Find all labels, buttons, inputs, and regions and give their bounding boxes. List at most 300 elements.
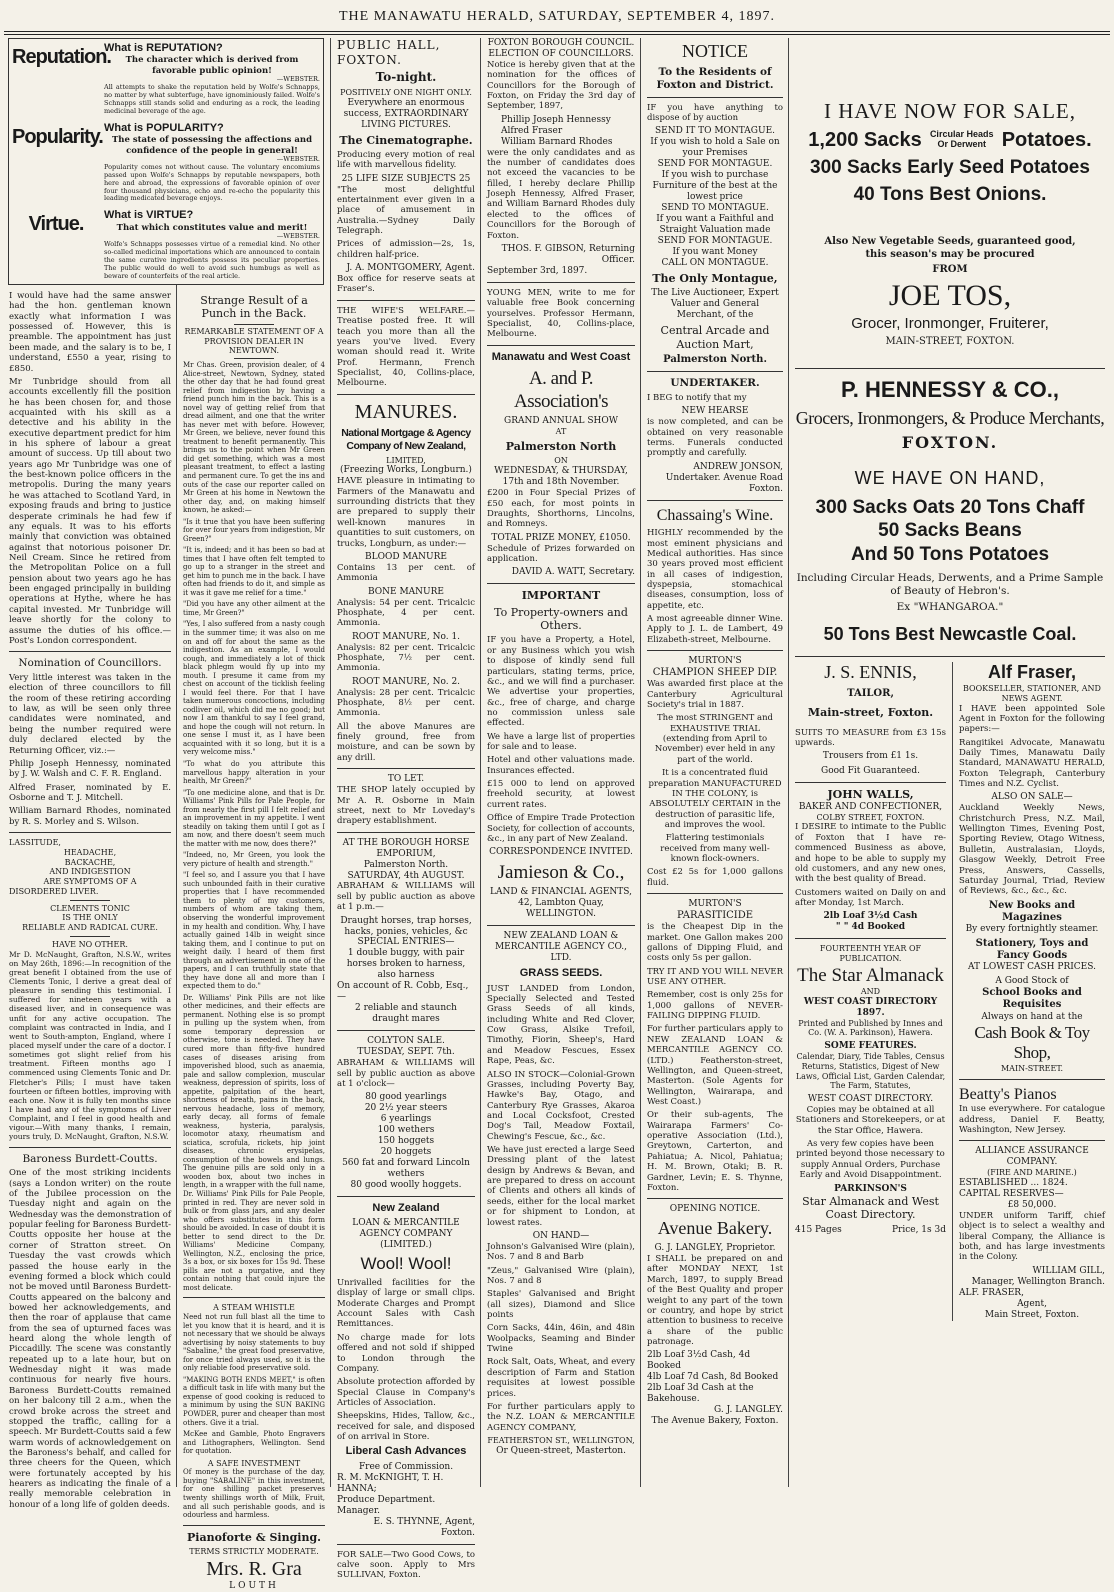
column-divider bbox=[788, 38, 789, 1487]
virtue-question: What is VIRTUE? bbox=[104, 209, 194, 222]
article-paragraph: I would have had the same answer had the hon. gentleman known exactly what information I was possessed of. However, this is preamble. The appointment has just been made, and the salary is to be, I understand, £550 a year, rising to £850. bbox=[9, 291, 171, 374]
at-line: AT bbox=[555, 427, 567, 437]
montague-text: If you want Money bbox=[672, 246, 758, 257]
undertaker-heading: UNDERTAKER. bbox=[670, 377, 760, 390]
parasiticide-text: TRY IT AND YOU WILL NEVER USE ANY OTHER. bbox=[647, 966, 783, 988]
price-line: Price, 1s 3d bbox=[891, 1225, 946, 1236]
column-5 bbox=[642, 38, 788, 1487]
article-paragraph: "Yes, I also suffered from a nasty cough in the summer time; it was also on me on and off for about the same as the indigestion. As an example, I would cough, and immediately a lot of thick black phlegm would fly up into my mouth. I presume it came from my chest on account of the ticklish feeling I would feel there. For that I have taken numerous concoctions, including codliver oil, which did me no good; but now I am thankful to say I feel grand, and hope the cough will not return. In one sense I must it, as I have been acquainted with it so long, but it is a very welcome miss." bbox=[183, 620, 325, 757]
virtue-source: —WEBSTER. bbox=[276, 232, 320, 241]
sacks-qty: 1,200 Sacks bbox=[808, 128, 922, 151]
oats-chaff-line: 300 Sacks Oats 20 Tons Chaff bbox=[815, 497, 1085, 519]
reputation-question: What is REPUTATION? bbox=[104, 42, 223, 54]
nz-loan-heading: NEW ZEALAND LOAN & MERCANTILE AGENCY CO., LTD. bbox=[494, 931, 628, 964]
grass-text: ALSO IN STOCK—Colonial-Grown Grasses, including Poverty Bay, Hawke's Bay, Otago, and Canterbury Rye Grasses, Akaroa and Local Cocksfoot, Crested Dog's Tail, Meadow Foxtail, Chewing's Fescue, &c., &c. bbox=[487, 1069, 635, 1142]
ap-association-heading: A. and P. Association's bbox=[513, 367, 609, 413]
including-line: Including Circular Heads, Derwents, and a Prime Sample of Beauty of Hebron's. bbox=[796, 571, 1104, 597]
featherston-line: FEATHERSTON ST., WELLINGTON, bbox=[487, 1435, 635, 1445]
special-entries: SPECIAL ENTRIES— bbox=[357, 937, 455, 948]
stock-item: 150 hoggets bbox=[377, 1136, 435, 1147]
further-text: For further particulars apply to the N.Z. LOAN & MERCANTILE AGENCY COMPANY, bbox=[487, 1401, 635, 1433]
wool-text: Unrivalled facilities for the display of large or small clips. Moderate Charges and Prompt Account Sales with Cash Remittances. bbox=[337, 1278, 475, 1330]
dip-text: The most STRINGENT and EXHAUSTIVE TRIAL (extending from April to November) ever held in any part of the world. bbox=[654, 713, 776, 765]
divider bbox=[337, 1544, 475, 1545]
hand-item: Staples' Galvanised and Bright (all sizes), Diamond and Slice points bbox=[487, 1289, 635, 1321]
sheep-dip-heading: CHAMPION SHEEP DIP. bbox=[652, 667, 778, 679]
potatoes-word: Potatoes. bbox=[1001, 128, 1092, 151]
hand-item: Corn Sacks, 44in, 46in, and 48in Woolpacks, Seaming and Binder Twine bbox=[487, 1323, 635, 1355]
nomination-item: William Barnard Rhodes, nominated by R. S. Morley and S. Wilson. bbox=[9, 806, 171, 827]
investment-text: Of money is the purchase of the day, buying "SABALINE" in this investment, for one shilling packet preserves twenty shillings worth of Milk, Fruit, and all such perishable goods, and is odourless and harmless. bbox=[183, 1468, 325, 1520]
from-line: FROM bbox=[932, 263, 968, 275]
loaf-price: 2lb Loaf 3½d Cash, 4d Booked bbox=[647, 1350, 751, 1372]
root-manure-1-text: Analysis: 82 per cent. Tricalcic Phosphate, 7½ per cent. Ammonia. bbox=[337, 642, 475, 674]
live-auctioneer: The Live Auctioneer, Expert Valuer and General Merchant, of the bbox=[651, 288, 779, 321]
hennessy-trades: Grocers, Ironmongers, & Produce Merchants, bbox=[795, 407, 1105, 428]
shop-text: THE SHOP lately occupied by Mr A. R. Osborne in Main street, next to Mr Loveday's drapery establishment. bbox=[337, 785, 475, 827]
dip-text: Flattering testimonials received from many well-known flock-owners. bbox=[660, 833, 770, 865]
montague-line: CALL ON MONTAGUE. bbox=[661, 257, 769, 268]
piano-title: Pianoforte & Singing. bbox=[187, 1530, 321, 1544]
hennessy-heading: P. HENNESSY & CO., bbox=[840, 376, 1060, 402]
box-office-line: Box office for reserve seats at Fraser's. bbox=[337, 274, 475, 295]
opening-notice: OPENING NOTICE. bbox=[669, 1204, 761, 1215]
nomination-text: Very little interest was taken in the election of three councillors to fill the room of these retiring according to law, as will be seen only three candidates were nominated, and being the number required were duly declared elected by the Returning Officer, viz.:— bbox=[9, 673, 171, 756]
popularity-source: —WEBSTER. bbox=[276, 154, 320, 163]
stock-item: 20 2½ year steers bbox=[364, 1103, 448, 1114]
potatoes-line: And 50 Tons Potatoes bbox=[850, 543, 1050, 565]
divider bbox=[183, 1297, 325, 1298]
tonic-line: HAVE NO OTHER. bbox=[52, 939, 128, 949]
punch-subtitle: REMARKABLE STATEMENT OF A PROVISION DEALER IN NEWTOWN. bbox=[184, 326, 324, 356]
grass-text: We have just erected a large Seed Dressing plant of the latest design by Andrews & Bevan, and are prepared to dress on account of Clients and others all kinds of seeds, either for the local market or for shipment to London, at lowest rates. bbox=[487, 1145, 635, 1228]
buggy-line: 1 double buggy, with pair horses broken to harness, also harness bbox=[346, 948, 466, 981]
suits-text: SUITS TO MEASURE from £3 15s upwards. bbox=[795, 727, 946, 748]
parasiticide-text: Or their sub-agents, The Wairarapa Farmers' Co-operative Association (Ltd.), Greytown, Carterton, and Pahiatua; A. Nicol, Pahiatua; H. M. Brown, Otaki; B. R. Gardner, Levin; E. S. Thynne, Foxton. bbox=[647, 1110, 783, 1193]
parasiticide-text: is the Cheapest Dip in the market. One Gallon makes 200 gallons of Dipping Fluid, and costs only 5s per gallon. bbox=[647, 922, 783, 964]
column-divider bbox=[640, 38, 641, 1487]
divider bbox=[795, 656, 1105, 657]
tonic-line: AND INDIGESTION bbox=[49, 867, 131, 877]
popularity-answer: The state of possessing the affections and confidence of the people in general! bbox=[111, 135, 313, 156]
stock-item: 80 good woolly hoggets. bbox=[350, 1180, 462, 1190]
cash-book-shop: Cash Book & Toy Shop, bbox=[974, 1022, 1090, 1063]
walls-text: I DESIRE to intimate to the Public of Foxton that I have re-commenced Business as above, and hope to be able to supply my old customers, and any new ones, with the best quality of Bread. bbox=[795, 822, 946, 885]
onions-line: 40 Tons Best Onions. bbox=[853, 184, 1047, 206]
mares-line: 2 reliable and staunch draught mares bbox=[355, 1003, 457, 1025]
divider bbox=[487, 925, 635, 926]
prizes-text: £200 in Four Special Prizes of £50 each, for most points in Draughts, Shorthorns, Lincolns, and Romneys. bbox=[487, 488, 635, 530]
wellington-line: WELLINGTON. bbox=[526, 909, 596, 920]
steam-text: Need not run full blast all the time to let you know that it is heard, and it is not necessary that we should be always advertising by noisy statements to buy "Sabaline," the great food preservative, for once tried always used, so it is the only reliable food preservative sold. bbox=[183, 1313, 325, 1373]
council-heading: FOXTON BOROUGH COUNCIL. ELECTION OF COUNCILLORS. bbox=[487, 38, 635, 59]
investment-title: A SAFE INVESTMENT bbox=[207, 1458, 301, 1468]
freezing-line: (Freezing Works, Longburn.) bbox=[340, 465, 472, 476]
parasiticide-heading: PARASITICIDE bbox=[676, 910, 754, 922]
auction-text-2: ABRAHAM & WILLIAMS will sell by public auction as above at 1 o'clock— bbox=[337, 1058, 475, 1089]
copies-text: Copies may be obtained at all Stationers and Storekeepers, or at the Star Office, Hawera. bbox=[795, 1105, 946, 1136]
dip-text: Was awarded first place at the Canterbury Agricultural Society's trial in 1887. bbox=[647, 679, 783, 710]
beans-line: 50 Sacks Beans bbox=[878, 520, 1022, 542]
good-stock: A Good Stock of bbox=[995, 976, 1069, 987]
parasiticide-text: For further particulars apply to NEW ZEALAND LOAN & MERCANTILE AGENCY CO. (LTD.) Featherston-street, Wellington, and Queen-street, Masterton. (Sole Agents for Wellington, Wairarapa, and West Coast.) bbox=[647, 1024, 783, 1107]
root-manure-2-text: Analysis: 28 per cent. Tricalcic Phosphate, 8½ per cent. Ammonia. bbox=[337, 687, 475, 719]
chassaing-heading: Chassaing's Wine. bbox=[656, 506, 774, 524]
nomination-item: Philip Joseph Hennessy, nominated by J. W. Walsh and C. F. R. England. bbox=[9, 758, 171, 780]
reputation-answer: The character which is derived from favorable public opinion! bbox=[125, 55, 299, 76]
council-text: Notice is hereby given that at the nomination for the offices of Councillors for the Borough of Foxton, on Friday the 3rd day of September, 1897, bbox=[487, 59, 635, 112]
jonson-line: ANDREW JONSON, Undertaker. Avenue Road Foxton. bbox=[665, 461, 783, 494]
montague-line: SEND FOR MONTAGUE. bbox=[657, 235, 773, 246]
popularity-heading: Popularity. bbox=[12, 125, 103, 148]
tonic-line: BACKACHE, bbox=[64, 857, 116, 867]
divider bbox=[487, 282, 635, 283]
welfare-ad: THE WIFE'S WELFARE.— Treatise posted free. It will teach you more than all the years you've lived. Every woman should read it. Write Prof. Hermann, French Specialist, 40, Collins-place, Melbourne. bbox=[337, 305, 475, 389]
divider bbox=[183, 1525, 325, 1526]
on-line: ON bbox=[554, 456, 568, 466]
walls-heading: JOHN WALLS, bbox=[827, 788, 914, 802]
loaf-price: 2lb Loaf 3d Cash at the Bakehouse. bbox=[647, 1383, 754, 1405]
beatty-text: In use everywhere. For catalogue address, Daniel F. Beatty, Washington, New Jersey. bbox=[959, 1104, 1105, 1136]
cinematographe-quote: "The most delightful entertainment ever given in a place of amusement in Australia.—Sydney Daily Telegraph. bbox=[337, 184, 475, 237]
stock-item: 100 wethers bbox=[377, 1125, 435, 1136]
tonic-line: RELIABLE AND RADICAL CURE. bbox=[22, 923, 158, 933]
blood-manure: BLOOD MANURE bbox=[365, 551, 447, 562]
divider bbox=[647, 650, 783, 651]
property-text: We have a large list of properties for sale and to lease. bbox=[487, 731, 635, 753]
show-dates: WEDNESDAY, & THURSDAY, 17th and 18th November. bbox=[494, 466, 628, 488]
virtue-answer: That which constitutes value and merit! bbox=[116, 222, 308, 233]
walls-loaf-2: " " 4d Booked bbox=[835, 922, 906, 933]
candidate-name: Alfred Fraser bbox=[501, 125, 563, 136]
article-paragraph: "Is it true that you have been suffering for over four years from indigestion, Mr Green?" bbox=[183, 517, 326, 543]
sacks-line-2: 300 Sacks Early Seed Potatoes bbox=[810, 157, 1090, 178]
dip-text: Cost £2 5s for 1,000 gallons fluid. bbox=[647, 867, 783, 888]
secretary-line: DAVID A. WATT, Secretary. bbox=[511, 567, 635, 578]
fraser-text: I HAVE been appointed Sole Agent in Foxton for the following papers:— bbox=[959, 703, 1105, 735]
stock-item: 6 yearlings bbox=[380, 1114, 432, 1125]
nz-loan-heading: New Zealand bbox=[372, 1201, 440, 1214]
divider bbox=[337, 1196, 475, 1197]
fraser-trades: BOOKSELLER, STATIONER, AND NEWS AGENT. bbox=[963, 684, 1101, 703]
divider bbox=[647, 500, 783, 501]
alliance-text: UNDER uniform Tariff, chief object is to select a wealthy and liberal Company, the Alliance is both, and has large investments in the Colony. bbox=[959, 1211, 1105, 1263]
avenue-bakery-heading: Avenue Bakery. bbox=[657, 1218, 773, 1239]
borough-heading: AT THE BOROUGH HORSE EMPORIUM, bbox=[342, 837, 470, 859]
grand-show: GRAND ANNUAL SHOW bbox=[504, 416, 618, 427]
divider bbox=[959, 1079, 1105, 1080]
coal-line: 50 Tons Best Newcastle Coal. bbox=[823, 624, 1077, 645]
tuesday-line: TUESDAY, SEPT. 7th. bbox=[357, 1047, 455, 1058]
article-paragraph: Mr Chas. Green, provision dealer, of 4 Alice-street, Newtown, Sydney, stated the other day that he had found great relief from indigestion by having a friend punch him in the back. This is a novel way of getting relief from that dread ailment, and one that the writer has never met with before. However, Mr Green, we believe, never found this treatment to benefit permanently. This brings us to the point when Mr Green did get something, which was a most pleasant treatment, to effect a lasting and permanent cure. To get the ins and outs of the case our reporter called on Mr Green at his home in Newtown the other day, and, on making himself known, he asked:— bbox=[183, 361, 325, 515]
divider bbox=[337, 394, 475, 395]
cinematographe-text: Producing every motion of real life with marvellous fidelity. bbox=[337, 149, 475, 171]
fraser-papers: Rangitikei Advocate, Manawatu Daily Times, Manawatu Daily Standard, MANAWATU HERALD, Foxton Telegraph, Canterbury Times and N.Z. Cyclist. bbox=[959, 737, 1105, 790]
saturday-line: SATURDAY, 4th AUGUST. bbox=[347, 870, 465, 881]
council-text-2: were the only candidates and as the number of candidates does not exceed the vacancies to be filled, I hereby declare Phillip Joseph Hennessy, Alfred Fraser, and William Barnard Rhodes duly elected to the offices of Councillors for the Borough of Foxton. bbox=[487, 147, 635, 241]
joe-tos-address: MAIN-STREET, FOXTON. bbox=[885, 335, 1015, 347]
engravers-text: McKee and Gamble, Photo Engravers and Lithographers, Wellington. Send for quotation. bbox=[183, 1430, 325, 1456]
article-paragraph: Mr Tunbridge should from all accounts excellently fill the position he has been chosen for, and those acquainted with his skill as a detective and his ability in the executive department predict for him in his sphere of labour a great amount of success. Up till about two years ago Mr Tunbridge was one of the best-known police officers in the metropolis. During the many years he was attached to Scotland Yard, in exposing frauds and bring to justice desperate criminals he had few if any equals. It was to his efforts mainly that conviction was obtained against that notorious poisoner Dr. Neil Cream. Since he retired from the Metropolitan Police on a full pension about two years ago he has been engaged principally in building operations at Hythe, where he has capital invested. Mr Tunbridge will leave shortly for the colony to assume the duties of his office.— Post's London correspondent. bbox=[9, 376, 171, 646]
features-heading: SOME FEATURES. bbox=[824, 1041, 917, 1052]
column-6 bbox=[790, 38, 1110, 1487]
manager-line-2: Produce Department. Manager. bbox=[337, 1494, 436, 1516]
divider bbox=[70, 936, 110, 937]
wool-text: Absolute protection afforded by Special Clause in Company's Articles of Association. bbox=[337, 1377, 475, 1408]
one-night: POSITIVELY ONE NIGHT ONLY. bbox=[340, 87, 472, 97]
divider bbox=[959, 1140, 1105, 1141]
central-arcade: Central Arcade and Auction Mart, bbox=[660, 324, 770, 351]
right-subcolumn bbox=[953, 662, 1105, 1321]
manure-footer: All the above Manures are finely ground, free from moisture, and can be sown by any drill. bbox=[337, 721, 475, 763]
fourteenth-year: FOURTEENTH YEAR OF PUBLICATION. bbox=[819, 944, 922, 963]
montague-line: SEND FOR MONTAGUE. bbox=[657, 159, 773, 170]
column-2 bbox=[178, 38, 330, 1592]
gill-line: WILLIAM GILL, bbox=[1032, 1265, 1105, 1276]
article-paragraph: Dr. Williams' Pink Pills are not like other medicines, and their effects are permanent. Nothing else is so prompt in pulling up the system when, from some temporary depression or otherwise, tone is needed. They have cured more than fifty-five hundred cases of diseases arising from impoverished blood, such as anaemia, pale and sallow complexion, muscular weakness, depression of spirits, loss of appetite, palpitation of the heart, shortness of breath, pains in the back, nervous headache, loss of memory, early decay, all forms of female weakness, hysteria, paralysis, locomotor ataxy, rheumatism and sciatica, scrofula, rickets, hip joint diseases, chronic erysipelas, consumption of the bowels and lungs. The genuine pills are sold only in a wooden box, about two inches in length, in a wrapper with the full name, Dr. Williams' Pink Pills for Pale People, printed in red. They are never sold in bulk or from glass jars, and any dealer who offers substitutes in this form should be avoided. In case of doubt it is better to send direct to the Dr. Williams' Medicine Company, Wellington, N.Z., enclosing the price, 3s a box, or six boxes for 15s 9d. These pills are not a purgative, and they contain nothing that could injure the most delicate. bbox=[183, 993, 325, 1292]
returning-officer: THOS. F. GIBSON, Returning Officer. bbox=[501, 243, 635, 265]
stock-item: 20 hoggets bbox=[380, 1147, 432, 1158]
hand-item: "Zeus," Galvanised Wire (plain), Nos. 7 and 8 bbox=[487, 1265, 635, 1286]
capital-line: CAPITAL RESERVES— bbox=[959, 1189, 1064, 1200]
divider bbox=[487, 583, 635, 584]
liberal-heading: Liberal Cash Advances bbox=[345, 1445, 467, 1458]
lower-ads bbox=[795, 662, 1105, 1321]
divider bbox=[337, 1030, 475, 1031]
article-paragraph: "To what do you attribute this marvellous happy alteration in your health, Mr Green?" bbox=[183, 759, 325, 786]
thynne-line: E. S. THYNNE, Agent, Foxton. bbox=[373, 1516, 475, 1538]
nomination-item: Alfred Fraser, nominated by E. Osborne and T. J. Mitchell. bbox=[9, 782, 171, 803]
total-prize: TOTAL PRIZE MONEY, £1050. bbox=[491, 532, 631, 543]
murton-line-2: MURTON'S bbox=[688, 899, 742, 910]
tonic-line: HEADACHE, bbox=[63, 847, 117, 857]
hearse-line: NEW HEARSE bbox=[681, 406, 749, 417]
main-street-line: MAIN-STREET. bbox=[1000, 1064, 1064, 1074]
article-paragraph: "Did you have any other ailment at the time, Mr Green?" bbox=[183, 600, 325, 617]
correspondence-line: CORRESPONDENCE INVITED. bbox=[489, 847, 633, 858]
alliance-heading: ALLIANCE ASSURANCE COMPANY. bbox=[975, 1146, 1089, 1168]
capital-amount: £8 50,000. bbox=[1007, 1200, 1057, 1211]
potato-varieties: Circular Heads Or Derwent bbox=[929, 128, 994, 149]
agent-line: Agent, bbox=[1017, 1298, 1047, 1309]
jamieson-heading: Jamieson & Co., bbox=[497, 862, 625, 884]
masthead-rule-2 bbox=[4, 34, 1110, 35]
pages-line: 415 Pages bbox=[795, 1225, 842, 1236]
candidate-name: William Barnard Rhodes bbox=[501, 136, 613, 147]
property-text: £15 000 to lend on approved freehold security, at lowest current rates. bbox=[487, 779, 635, 810]
subjects-line: 25 LIFE SIZE SUBJECTS 25 bbox=[341, 173, 471, 184]
land-agents: LAND & FINANCIAL AGENTS, bbox=[490, 887, 632, 898]
star-almanack-2: Star Almanack and West Coast Directory. bbox=[802, 1194, 939, 1221]
features-text: Calendar, Diary, Tide Tables, Census Returns, Statistics, Digest of New Laws, Official List, Garden Calendar, The Farm, Statutes, bbox=[795, 1052, 946, 1091]
baroness-text: One of the most striking incidents (says a London writer) on the route of the Jubilee procession on the Tuesday night and again on the Wednesday was the demonstration of popular feeling for Baroness Burdett-Coutts opposite her house at the corner of Stratton street. On Tuesday the vast crowds which passed the house early in the evening formed a block which could not be moved until Baroness Burdett-Coutts appeared on the balcony and bowed her acknowledgements, and then the roar of applause that came from the sea of upturned faces was heard along the whole length of Piccadilly. The scene was constantly repeated up to a late hour, but on Wednesday night it was made continuous for nearly five hours. Baroness Burdett-Coutts remained on her balcony till 2 a.m., when the crowd broke across the street and stopped the traffic, calling for a speech. Mr Burdett-Coutts said a few warm words of acknowledgement on the Baroness's behalf, and called for three cheers for the Queen, which were fortunately accepted by his hearers as indicating the finale of a really memorable celebration in honour of a long life of golden deeds. bbox=[9, 1168, 171, 1510]
nz-loan-name: LOAN & MERCANTILE AGENCY COMPANY (LIMITED.) bbox=[352, 1218, 460, 1251]
fraser-heading: Alf Fraser, bbox=[987, 662, 1077, 683]
grass-seeds-heading: GRASS SEEDS. bbox=[519, 967, 603, 980]
always-line: Always on hand at the bbox=[981, 1011, 1083, 1022]
fortnightly-line: By every fortnightly steamer. bbox=[965, 924, 1099, 934]
national-mortgage: National Mortgage & Agency Company of New Zealand, bbox=[341, 427, 471, 452]
divider bbox=[487, 345, 635, 346]
foxton-line: FOXTON. bbox=[901, 432, 999, 452]
piano-address: LOUTH bbox=[229, 1581, 279, 1592]
bone-manure-text: Analysis: 54 per cent. Tricalcic Phosphate, 4 per cent. Ammonia. bbox=[337, 597, 475, 629]
hall-heading: PUBLIC HALL, FOXTON. bbox=[337, 38, 441, 67]
on-hand-heading: WE HAVE ON HAND, bbox=[854, 468, 1046, 489]
bakery-text: I SHALL be prepared on and after MONDAY NEXT, 1st March, 1897, to supply Bread of the Best Quality and proper weight to any part of the town or country, and hope by strict attention to business to receive a share of the public patronage. bbox=[647, 1254, 783, 1347]
divider bbox=[795, 368, 1105, 369]
column-divider bbox=[330, 38, 331, 1487]
printed-line: Printed and Published by Innes and Co. (W. A. Parkinson), Hawera. bbox=[798, 1018, 943, 1038]
property-text: Office of Empire Trade Protection Society, for collection of accounts, &c., in any part of New Zealand. bbox=[487, 813, 635, 844]
property-text: IF you have a Property, a Hotel, or any Business which you wish to dispose of kindly send full particulars, stating terms, price, &c., and we will find a purchaser. We advertise your properties, &c., free of charge, and charge no commission unless sale effected. bbox=[487, 635, 635, 729]
colyton-heading: COLYTON SALE. bbox=[367, 1036, 445, 1047]
montague-line: SEND TO MONTAGUE. bbox=[661, 203, 769, 214]
montague-text: If you wish to hold a Sale on your Premises bbox=[650, 137, 780, 159]
column-divider bbox=[480, 38, 481, 1487]
school-books: School Books and Requisites bbox=[982, 987, 1082, 1011]
virtue-heading: Virtue. bbox=[28, 213, 84, 236]
cinematographe-heading: The Cinematographe. bbox=[339, 133, 473, 147]
article-paragraph: "I feel so, and I assure you that I have such unbounded faith in their curative properties that I have recommended them to plenty of my customers, numbers of whom are taking them, observing the wonderful improvement in my health and condition. Why, I have actually gained 14lb in weight since taking them, and I continue to put on weight daily. I heard of them first through an advertisement in one of the papers, and I can truthfully state that they have done all and more than I expected them to do." bbox=[183, 871, 325, 991]
piano-terms: TERMS STRICTLY MODERATE. bbox=[189, 1546, 319, 1556]
article-paragraph: "Indeed, no, Mr Green, you look the very picture of health and strength." bbox=[183, 851, 325, 868]
tonic-testimonial: Mr D. McNaught, Grafton, N.S.W., writes on May 26th, 1896:—In recognition of the great benefit I obtained from the use of Clements Tonic, I derive a great deal of pleasure in sending this testimonial. I suffered for nineteen years with a diseased liver, and in consequence was unfit for any active occupation. The complaint was contracted in India, and I went to South-ampton, England, where I placed myself under the care of a doctor. I sometimes got slight relief from his treatment. Fifteen months ago I commenced using Clements Tonic and Dr. Fletcher's Pills; I must have taken fourteen or fifteen bottles, improving with each one. Now it is fully ten months since I have had any of the symptoms of Liver Complaint, and I feel in good health and vigour.—With many thanks, I remain, yours truly, D. McNaught, Grafton, N.S.W. bbox=[9, 949, 171, 1142]
also-on-sale: ALSO ON SALE— bbox=[991, 792, 1073, 803]
hand-item: Rock Salt, Oats, Wheat, and every description of Farm and Station requisites at lowest possible prices. bbox=[487, 1357, 635, 1399]
only-montague: The Only Montague, bbox=[652, 271, 778, 285]
lambton-quay: 42, Lambton Quay, bbox=[518, 898, 604, 909]
to-let-heading: TO LET. bbox=[387, 774, 425, 785]
wool-text: No charge made for lots offered and not sold if shipped to London through the Company. bbox=[337, 1332, 475, 1374]
ennis-heading: J. S. ENNIS, bbox=[824, 662, 917, 683]
root-manure-2: ROOT MANURE, No. 2. bbox=[351, 676, 461, 687]
manure-text: HAVE pleasure in intimating to Farmers of the Manawatu and surrounding districts that they are prepared to supply their well-known manures in quantities to suit customers, on trucks, Longburn, as under:— bbox=[337, 476, 475, 549]
tailor-line: TAILOR, bbox=[847, 688, 894, 700]
also-text: Auckland Weekly News, Christchurch Press, N.Z. Mail, Wellington Times, Evening Post, Sporting Review, Otago Witness, Bulletin, Australasian, Lloyds, Glasgow Weekly, Detroit Free Press, Answers, Cassells, Saturday Journal, Triad, Review of Reviews, &c., &c., &c. bbox=[959, 803, 1105, 897]
baking-text: "MAKING BOTH ENDS MEET," is often a difficult task in life with many but the expense of good cooking is reduced to a minimum by using the SUN BAKING POWDER, purer and cheaper than most others. Give it a trial. bbox=[183, 1375, 325, 1427]
virtue-text: Wolfe's Schnapps possesses virtue of a remedial kind. No other so-called medicinal importations which are announced to contain the same curative ingredients possess its peculiar properties. The public would do well to avoid such humbugs as well as beware of counterfeits of the real article. bbox=[104, 240, 320, 280]
divider bbox=[647, 893, 783, 894]
stock-item: 560 fat and forward Lincoln wethers bbox=[342, 1158, 470, 1180]
joe-tos-heading: JOE TOS, bbox=[888, 278, 1012, 312]
reputation-heading: Reputation. bbox=[12, 46, 111, 68]
dip-text: It is a concentrated fluid preparation MANUFACTURED IN THE COLONY, is ABSOLUTELY CERTAIN in the destruction of parasitic life, and improves the wool. bbox=[648, 768, 782, 830]
important-heading: IMPORTANT bbox=[521, 589, 601, 603]
success-line: Everywhere an enormous success, EXTRAORDINARY LIVING PICTURES. bbox=[343, 97, 469, 130]
notice-heading: NOTICE bbox=[682, 41, 748, 61]
parkinson-line: PARKINSON'S bbox=[834, 1183, 907, 1194]
price-row bbox=[795, 1225, 946, 1236]
show-location: Palmerston North bbox=[505, 440, 617, 454]
schedule-text: Schedule of Prizes forwarded on application. bbox=[487, 543, 635, 564]
candidate-name: Phillip Joseph Hennessy bbox=[501, 114, 611, 125]
murton-line: MURTON'S bbox=[688, 656, 742, 667]
beatty-heading: Beatty's Pianos bbox=[959, 1085, 1057, 1103]
whangaroa-line: Ex "WHANGAROA." bbox=[896, 601, 1004, 614]
colby-line: COLBY STREET, FOXTON. bbox=[816, 812, 925, 822]
property-heading: To Property-owners and Others. bbox=[494, 605, 628, 633]
divider bbox=[9, 1147, 171, 1148]
divider bbox=[337, 300, 475, 301]
wool-text: Sheepskins, Hides, Tallow, &c., received for sale, and disposed of on arrival in Store. bbox=[337, 1411, 475, 1443]
sacks-line-1 bbox=[795, 128, 1105, 152]
divider bbox=[234, 324, 274, 325]
gill-title: Manager, Wellington Branch. bbox=[971, 1276, 1105, 1287]
tonic-line: ARE SYMPTOMS OF A bbox=[43, 877, 137, 887]
divider bbox=[795, 938, 946, 939]
stock-item: 80 good yearlings bbox=[365, 1092, 447, 1103]
undertaker-text: I BEG to notify that my bbox=[647, 392, 747, 403]
root-manure-1: ROOT MANURE, No. 1. bbox=[351, 631, 461, 642]
chassaing-text-2: A most agreeable dinner Wine. Apply to J. L. de Lambert, 49 Elizabeth-street, Melbourne. bbox=[647, 614, 783, 645]
article-paragraph: "To one medicine alone, and that is Dr. Williams' Pink Pills for Pale People, for from nearly the first pill I felt relief and an improvement in my appetite. I went steadily on taking them until I got as I am now, and there doesn't seem much the matter with me now, does there?" bbox=[183, 788, 325, 848]
council-date: September 3rd, 1897. bbox=[487, 265, 588, 276]
on-hand-heading: ON HAND— bbox=[532, 1230, 590, 1241]
and-line: AND bbox=[860, 986, 881, 996]
hand-item: Johnson's Galvanised Wire (plain), Nos. 7 and 8 and Barb bbox=[487, 1241, 635, 1263]
piano-teacher: Mrs. R. Gra bbox=[206, 1557, 302, 1580]
agent-line: J. A. MONTGOMERY, Agent. bbox=[346, 263, 475, 274]
vegetable-seeds: Also New Vegetable Seeds, guaranteed good, this season's may be procured bbox=[824, 236, 1076, 260]
cows-for-sale: FOR SALE—Two Good Cows, to calve soon. Apply to Mrs SULLIVAN, Foxton. bbox=[337, 1549, 475, 1581]
montague-text: If you want a Faithful and Straight Valuation made bbox=[656, 214, 774, 235]
wool-heading: Wool! Wool! bbox=[360, 1254, 452, 1274]
montague-text: IF you have anything to dispose of by auction bbox=[647, 102, 783, 123]
manures-heading: MANURES. bbox=[354, 400, 458, 423]
masthead: THE MANAWATU HERALD, SATURDAY, SEPTEMBER 4, 1897. bbox=[338, 9, 776, 24]
cobb-line: On account of R. Cobb, Esq.,— bbox=[337, 981, 469, 1003]
stationery-heading: Stationery, Toys and Fancy Goods bbox=[975, 937, 1089, 962]
montague-text: If you wish to purchase Furniture of the best at the lowest price bbox=[652, 170, 778, 203]
mainst-line: Main-street, Foxton. bbox=[807, 706, 934, 720]
prices-line: Prices of admission—2s, 1s, children half-price. bbox=[337, 239, 475, 260]
parasiticide-text: Remember, cost is only 25s for 1,000 gallons of NEVER-FAILING DIPPING FLUID. bbox=[647, 990, 783, 1022]
horses-line: Draught horses, trap horses, hacks, ponies, vehicles, &c bbox=[340, 915, 472, 937]
montague-line: SEND IT TO MONTAGUE. bbox=[654, 126, 776, 137]
tonic-line: IS THE ONLY bbox=[62, 913, 118, 923]
directory-line: WEST COAST DIRECTORY 1897. bbox=[803, 996, 938, 1018]
divider bbox=[9, 651, 171, 652]
wcd-line: WEST COAST DIRECTORY. bbox=[807, 1094, 934, 1105]
tonight-heading: To-night. bbox=[375, 70, 437, 85]
limited-line: LIMITED, bbox=[386, 455, 426, 465]
divider bbox=[647, 97, 783, 98]
fit-line: Good Fit Guaranteed. bbox=[821, 766, 920, 777]
commission-line: Free of Commission. bbox=[358, 1461, 454, 1472]
manawatu-heading: Manawatu and West Coast bbox=[491, 350, 631, 363]
walls-loaf: 2lb Loaf 3½d Cash bbox=[823, 911, 918, 922]
divider bbox=[70, 900, 110, 901]
queen-street-line: Or Queen-street, Masterton. bbox=[496, 1445, 626, 1456]
trousers-line: Trousers from £1 1s. bbox=[822, 751, 919, 762]
divider bbox=[337, 768, 475, 769]
loaf-price: 4lb Loaf 7d Cash, 8d Booked bbox=[647, 1372, 779, 1383]
left-subcolumn bbox=[795, 662, 953, 1321]
undertaker-text-2: is now completed, and can be obtained on very reasonable terms. Funerals conducted promptly and carefully. bbox=[647, 417, 783, 459]
column-4 bbox=[482, 38, 640, 1487]
manager-line: R. M. McKNIGHT, T. H. HANNA; bbox=[337, 1472, 444, 1494]
divider bbox=[234, 358, 274, 359]
masthead-rule bbox=[4, 31, 1110, 32]
popularity-text: Popularity comes not without cause. The voluntary encomiums passed upon Wolfe's Schnapps by reputable newspapers, both here and abroad, the expressions of favorable opinion of over four thousand physicians, echo and re-echo the popularity this leading medicated beverage enjoys. bbox=[104, 162, 320, 203]
tonic-line: CLEMENTS TONIC bbox=[50, 903, 130, 913]
langley-address: The Avenue Bakery, Foxton. bbox=[651, 1416, 779, 1427]
divider bbox=[647, 371, 783, 372]
blood-manure-text: Contains 13 per cent. of Ammonia bbox=[337, 562, 475, 584]
chassaing-text: HIGHLY recommended by the most eminent physicians and Medical authorities. Has since 30 years proved most efficient in all cases of indigestion, dyspepsia, stomachical diseases, consumption, loss of appetite, etc. bbox=[647, 528, 783, 611]
article-paragraph: "It is, indeed; and it has been so bad at times that I have often felt tempted to go up to a stranger in the street and get him to punch me in the back. I have often had friends to do it, and simple as it was it gave me relief for a time." bbox=[183, 546, 325, 597]
